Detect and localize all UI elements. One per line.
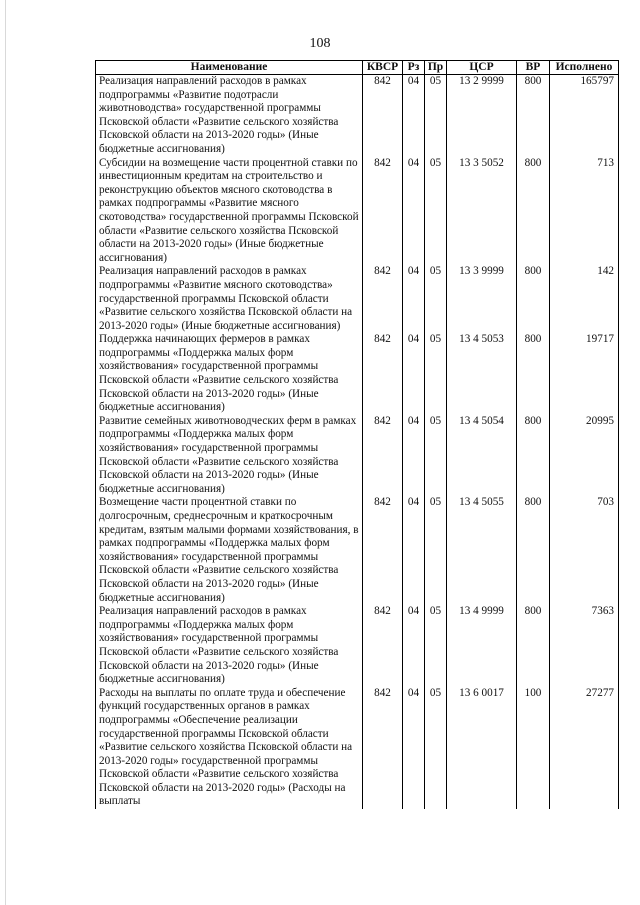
cell-name: Реализация направлений расходов в рамках подпрограммы «Поддержка малых форм хозяйствования» государственной программы Псковской области «Развитие сельского хозяйства Псковской области на 2013-2020 годы» (Иные бюджетные ассигнования) xyxy=(96,605,363,687)
cell-kvsr: 842 xyxy=(363,687,403,809)
cell-rz: 04 xyxy=(403,265,425,333)
cell-name: Развитие семейных животноводческих ферм в рамках подпрограммы «Поддержка малых форм хозяйствования» государственной программы Псковской области «Развитие сельского хозяйства Псковской области на 2013-2020 годы» (Иные бюджетные ассигнования) xyxy=(96,415,363,497)
cell-pr: 05 xyxy=(425,415,447,497)
cell-name: Возмещение части процентной ставки по долгосрочным, среднесрочным и краткосрочным кредитам, взятым малыми формами хозяйствования, в рамках подпрограммы «Поддержка малых форм хозяйствования» государственной программы Псковской области «Развитие сельского хозяйства Псковской области на 2013-2020 годы» (Иные бюджетные ассигнования) xyxy=(96,496,363,605)
table-row xyxy=(96,496,619,605)
page-number: 108 xyxy=(309,36,331,51)
cell-name: Расходы на выплаты по оплате труда и обеспечение функций государственных органов в рамках подпрограммы «Обеспечение реализации государственной программы Псковской области «Развитие сельского хозяйства Псковской области на 2013-2020 годы» государственной программы Псковской области «Развитие сельского хозяйства Псковской области на 2013-2020 годы» (Расходы на выплаты xyxy=(96,687,363,809)
cell-csr: 13 3 5052 xyxy=(447,157,517,266)
header-done: Исполнено xyxy=(550,61,619,75)
table-row xyxy=(96,687,619,809)
cell-vr: 800 xyxy=(517,265,550,333)
cell-pr: 05 xyxy=(425,687,447,809)
cell-rz: 04 xyxy=(403,415,425,497)
cell-name: Субсидии на возмещение части процентной ставки по инвестиционным кредитам на строительство и реконструкцию объектов мясного скотоводства в рамках подпрограммы «Развитие мясного скотоводства» государственной программы Псковской области «Развитие сельского хозяйства Псковской области на 2013-2020 годы» (Иные бюджетные ассигнования) xyxy=(96,157,363,266)
header-kvsr: КВСР xyxy=(363,61,403,75)
cell-vr: 800 xyxy=(517,75,550,157)
cell-csr: 13 4 5054 xyxy=(447,415,517,497)
cell-kvsr: 842 xyxy=(363,333,403,415)
cell-rz: 04 xyxy=(403,687,425,809)
cell-done: 7363 xyxy=(550,605,619,687)
cell-csr: 13 4 5055 xyxy=(447,496,517,605)
table-row xyxy=(96,265,619,333)
header-rz: Рз xyxy=(403,61,425,75)
cell-done: 703 xyxy=(550,496,619,605)
cell-done: 19717 xyxy=(550,333,619,415)
cell-csr: 13 4 9999 xyxy=(447,605,517,687)
cell-name: Реализация направлений расходов в рамках подпрограммы «Развитие мясного скотоводства» государственной программы Псковской области «Развитие сельского хозяйства Псковской области на 2013-2020 годы» (Иные бюджетные ассигнования) xyxy=(96,265,363,333)
cell-kvsr: 842 xyxy=(363,157,403,266)
cell-name: Поддержка начинающих фермеров в рамках подпрограммы «Поддержка малых форм хозяйствования» государственной программы Псковской области «Развитие сельского хозяйства Псковской области на 2013-2020 годы» (Иные бюджетные ассигнования) xyxy=(96,333,363,415)
cell-csr: 13 2 9999 xyxy=(447,75,517,157)
cell-csr: 13 3 9999 xyxy=(447,265,517,333)
cell-pr: 05 xyxy=(425,265,447,333)
cell-done: 20995 xyxy=(550,415,619,497)
table-row xyxy=(96,605,619,687)
cell-rz: 04 xyxy=(403,496,425,605)
cell-pr: 05 xyxy=(425,333,447,415)
cell-vr: 800 xyxy=(517,605,550,687)
cell-done: 142 xyxy=(550,265,619,333)
header-pr: Пр xyxy=(425,61,447,75)
table-header-row xyxy=(96,61,619,75)
cell-kvsr: 842 xyxy=(363,265,403,333)
cell-pr: 05 xyxy=(425,75,447,157)
table-row xyxy=(96,333,619,415)
table-row xyxy=(96,157,619,266)
cell-vr: 800 xyxy=(517,496,550,605)
header-csr: ЦСР xyxy=(447,61,517,75)
cell-kvsr: 842 xyxy=(363,496,403,605)
cell-kvsr: 842 xyxy=(363,415,403,497)
cell-csr: 13 6 0017 xyxy=(447,687,517,809)
cell-vr: 800 xyxy=(517,157,550,266)
cell-vr: 800 xyxy=(517,333,550,415)
cell-vr: 100 xyxy=(517,687,550,809)
header-vr: ВР xyxy=(517,61,550,75)
cell-kvsr: 842 xyxy=(363,605,403,687)
table-row xyxy=(96,415,619,497)
cell-vr: 800 xyxy=(517,415,550,497)
cell-rz: 04 xyxy=(403,75,425,157)
table-row xyxy=(96,75,619,157)
cell-csr: 13 4 5053 xyxy=(447,333,517,415)
budget-table xyxy=(95,60,619,809)
cell-rz: 04 xyxy=(403,157,425,266)
cell-pr: 05 xyxy=(425,157,447,266)
header-name: Наименование xyxy=(96,61,363,75)
cell-rz: 04 xyxy=(403,605,425,687)
cell-pr: 05 xyxy=(425,496,447,605)
cell-done: 165797 xyxy=(550,75,619,157)
cell-pr: 05 xyxy=(425,605,447,687)
cell-rz: 04 xyxy=(403,333,425,415)
cell-done: 713 xyxy=(550,157,619,266)
cell-name: Реализация направлений расходов в рамках подпрограммы «Развитие подотрасли животноводства» государственной программы Псковской области «Развитие сельского хозяйства Псковской области на 2013-2020 годы» (Иные бюджетные ассигнования) xyxy=(96,75,363,157)
cell-done: 27277 xyxy=(550,687,619,809)
cell-kvsr: 842 xyxy=(363,75,403,157)
page-edge-line xyxy=(5,0,6,905)
